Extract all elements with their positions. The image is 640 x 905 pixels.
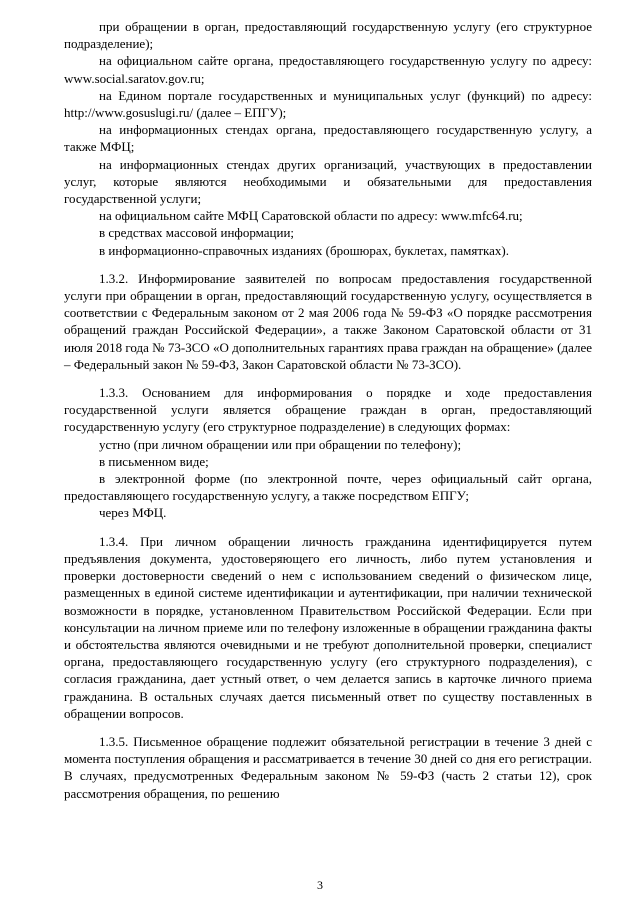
paragraph: через МФЦ.	[99, 505, 167, 521]
page-number: 3	[317, 878, 323, 892]
paragraph: на официальном сайте органа, предоставляющего государственную услугу по адресу: www.social.saratov.gov.ru;	[64, 53, 592, 86]
paragraph: на Едином портале государственных и муниципальных услуг (функций) по адресу: http://www.gosuslugi.ru/ (далее – ЕПГУ);	[64, 87, 592, 121]
paragraph: устно (при личном обращении или при обращении по телефону);	[99, 436, 462, 452]
paragraph: 1.3.4. При личном обращении личность гражданина идентифицируется путем предъявления документа, удостоверяющего его личность, либо путем установления и проверки достоверности сведений о нем с использованием сведений о физическом лице, размещенных в единой системе идентификации и аутентификации, при наличии технической возможности в порядке, установленном Правительством Российской Федерации. Если при консультации на личном приеме или по телефону изложенные в обращении гражданина факты и обстоятельства являются очевидными и не требуют дополнительной проверки, специалист органа, предоставляющего государственную услугу (его структурного подразделения), с согласия гражданина, дает устный ответ, о чем делается запись в карточке личного приема гражданина. В остальных случаях дается письменный ответ по существу поставленных в обращении вопросов.	[64, 533, 592, 721]
document-body	[64, 18, 592, 802]
paragraph: в средствах массовой информации;	[99, 225, 295, 241]
paragraph: на информационных стендах органа, предоставляющего государственную услугу, а также МФЦ;	[64, 122, 592, 155]
paragraph: при обращении в орган, предоставляющий государственную услугу (его структурное подразделение);	[64, 19, 592, 52]
paragraph: на информационных стендах других организаций, участвующих в предоставлении услуг, которые являются необходимыми и обязательными для предоставления государственной услуги;	[64, 156, 592, 207]
paragraph: в электронной форме (по электронной почте, через официальный сайт органа, предоставляющего государственную услугу, а также посредством ЕПГУ;	[64, 471, 592, 504]
paragraph: 1.3.3. Основанием для информирования о порядке и ходе предоставления государственной услуги является обращение граждан в орган, предоставляющий государственную услугу (его структурное подразделение) в следующих формах:	[64, 385, 592, 435]
paragraph: в информационно-справочных изданиях (брошюрах, буклетах, памятках).	[99, 242, 509, 258]
paragraph: 1.3.5. Письменное обращение подлежит обязательной регистрации в течение 3 дней с момента поступления обращения и рассматривается в течение 30 дней со дня его регистрации. В случаях, предусмотренных Федеральным законом № 59-ФЗ (часть 2 статьи 12), срок рассмотрения обращения, по решению	[64, 733, 592, 801]
paragraph: 1.3.2. Информирование заявителей по вопросам предоставления государственной услуги при обращении в орган, предоставляющий государственную услугу, осуществляется в соответствии с Федеральным законом от 2 мая 2006 года № 59-ФЗ «О порядке рассмотрения обращений граждан Российской Федерации», а также Законом Саратовской области от 31 июля 2018 года № 73-ЗСО «О дополнительных гарантиях права граждан на обращение» (далее – Федеральный закон № 59-ФЗ, Закон Саратовской области № 73-ЗСО).	[64, 270, 592, 372]
paragraph: в письменном виде;	[99, 453, 209, 469]
paragraph: на официальном сайте МФЦ Саратовской области по адресу: www.mfc64.ru;	[99, 208, 523, 224]
